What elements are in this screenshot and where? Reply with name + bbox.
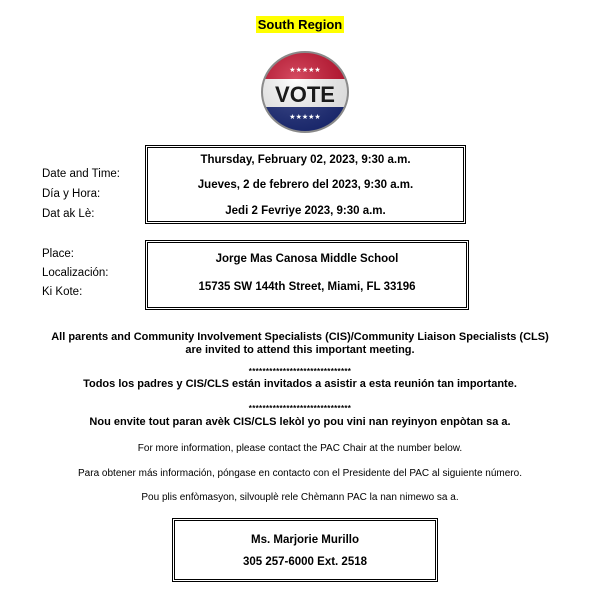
contact-phone: 305 257-6000 Ext. 2518 bbox=[242, 556, 368, 568]
datetime-line-es: Jueves, 2 de febrero del 2023, 9:30 a.m. bbox=[197, 179, 414, 191]
place-label-ht: Ki Kote: bbox=[42, 286, 83, 298]
datetime-label-ht: Dat ak Lè: bbox=[42, 208, 95, 220]
separator-2: ****************************** bbox=[248, 404, 352, 413]
separator-1: ****************************** bbox=[248, 367, 352, 376]
place-school: Jorge Mas Canosa Middle School bbox=[215, 253, 399, 265]
datetime-label-en: Date and Time: bbox=[42, 168, 120, 180]
datetime-line-ht: Jedi 2 Fevriye 2023, 9:30 a.m. bbox=[225, 205, 386, 217]
region-heading bbox=[0, 16, 600, 34]
datetime-labels bbox=[42, 164, 120, 224]
place-label-en: Place: bbox=[42, 248, 74, 260]
invite-creole: Nou envite tout paran avèk CIS/CLS lekòl yo pou vini nan reyinyon enpòtan sa a. bbox=[89, 416, 511, 428]
contact-name: Ms. Marjorie Murillo bbox=[251, 534, 359, 546]
place-box bbox=[145, 240, 469, 310]
badge-text: VOTE bbox=[275, 82, 335, 107]
invite-english-line1: All parents and Community Involvement Specialists (CIS)/Community Liaison Specialists (CLS) bbox=[51, 331, 549, 343]
info-spanish: Para obtener más información, póngase en contacto con el Presidente del PAC al siguiente número. bbox=[78, 468, 522, 479]
place-label-es: Localización: bbox=[42, 267, 109, 279]
contact-box bbox=[172, 518, 438, 582]
svg-text:★★★★★: ★★★★★ bbox=[289, 66, 321, 74]
place-address: 15735 SW 144th Street, Miami, FL 33196 bbox=[198, 281, 416, 293]
invite-english-line2: are invited to attend this important meeting. bbox=[185, 344, 415, 356]
place-labels bbox=[42, 245, 108, 302]
info-creole: Pou plis enfòmasyon, silvouplè rele Chèmann PAC la nan nimewo sa a. bbox=[141, 492, 459, 503]
vote-badge-icon bbox=[259, 50, 351, 134]
datetime-box bbox=[145, 145, 466, 224]
datetime-label-es: Día y Hora: bbox=[42, 188, 101, 200]
region-label: South Region bbox=[257, 17, 343, 32]
info-english: For more information, please contact the PAC Chair at the number below. bbox=[137, 443, 463, 454]
invite-spanish: Todos los padres y CIS/CLS están invitados a asistir a esta reunión tan importante. bbox=[83, 378, 517, 390]
datetime-line-en: Thursday, February 02, 2023, 9:30 a.m. bbox=[200, 154, 411, 166]
svg-text:★★★★★: ★★★★★ bbox=[289, 113, 321, 121]
